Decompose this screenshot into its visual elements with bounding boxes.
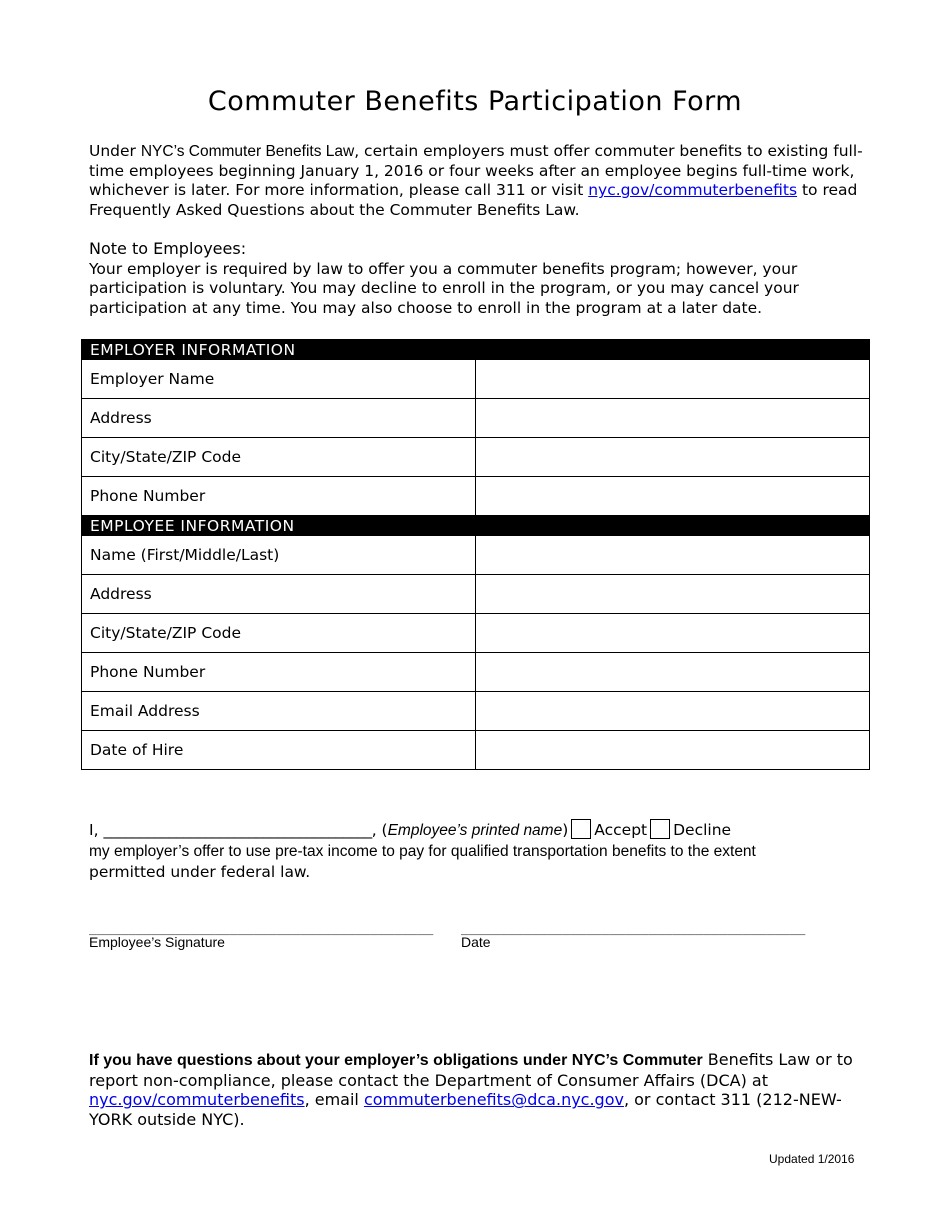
employee-name-label: Name (First/Middle/Last) [82, 536, 476, 575]
employer-phone-input[interactable] [484, 481, 861, 511]
employee-name-cell [476, 536, 870, 575]
date-line[interactable]: ____________________________________________ [461, 921, 806, 936]
footer-text-3: , or contact 311 (212-NEW-YORK outside NYC). [89, 1090, 842, 1130]
employer-name-label: Employer Name [82, 360, 476, 399]
form-row [82, 477, 870, 516]
employer-name-input[interactable] [484, 364, 861, 394]
decline-label: Decline [673, 821, 732, 839]
accept-checkbox[interactable] [571, 819, 591, 839]
date-of-hire-input[interactable] [484, 735, 861, 765]
date-of-hire-label: Date of Hire [82, 731, 476, 770]
form-row [82, 731, 870, 770]
employee-address-cell [476, 575, 870, 614]
consent-line-2: my employer’s offer to use pre-tax income to pay for qualified transportation benefits to the extent [89, 843, 756, 860]
footer-bold-text: If you have questions about your employer’s obligations under NYC’s Commuter [89, 1052, 703, 1069]
employer-city-label: City/State/ZIP Code [82, 438, 476, 477]
employer-address-input[interactable] [484, 403, 861, 433]
intro-paragraph [89, 142, 864, 221]
employer-name-cell [476, 360, 870, 399]
consent-sep: , ( [371, 821, 388, 839]
employer-phone-label: Phone Number [82, 477, 476, 516]
form-row [82, 692, 870, 731]
form-row [82, 536, 870, 575]
form-row [82, 360, 870, 399]
footer-email-link[interactable]: commuterbenefits@dca.nyc.gov [363, 1090, 624, 1110]
intro-text-2: , certain employers must offer commuter benefits to existing full-time employees beginning January 1, 2016 or four weeks after an employee begins full-time work, whichever is later. For more information, please call 311 or visit [89, 142, 863, 200]
intro-text-1: Under [89, 142, 141, 160]
employer-phone-cell [476, 477, 870, 516]
decline-checkbox[interactable] [650, 819, 670, 839]
form-row [82, 614, 870, 653]
consent-close: ) [562, 821, 569, 839]
page-title: Commuter Benefits Participation Form [207, 86, 743, 117]
note-heading: Note to Employees: [89, 239, 247, 258]
employee-city-input[interactable] [484, 618, 861, 648]
consent-statement [89, 819, 869, 882]
form-row [82, 575, 870, 614]
employer-address-cell [476, 399, 870, 438]
form-row [82, 653, 870, 692]
updated-date: Updated 1/2016 [769, 1152, 855, 1166]
employer-city-cell [476, 438, 870, 477]
footer-text-1: Benefits Law or to report non-compliance, please contact the Department of Consumer Affairs (DCA) at [89, 1050, 853, 1090]
employer-city-input[interactable] [484, 442, 861, 472]
employer-address-label: Address [82, 399, 476, 438]
note-body: Your employer is required by law to offer you a commuter benefits program; however, your participation is voluntary. You may decline to enroll in the program, or you may cancel your participation at any time. You may also choose to enroll in the program at a later date. [89, 259, 799, 318]
date-of-hire-cell [476, 731, 870, 770]
date-label: Date [461, 934, 491, 950]
employee-phone-input[interactable] [484, 657, 861, 687]
employee-email-input[interactable] [484, 696, 861, 726]
employee-address-input[interactable] [484, 579, 861, 609]
employee-address-label: Address [82, 575, 476, 614]
footer-contact-paragraph [89, 1050, 869, 1130]
form-row [82, 399, 870, 438]
employee-city-cell [476, 614, 870, 653]
employee-city-label: City/State/ZIP Code [82, 614, 476, 653]
footer-commuterbenefits-link[interactable]: nyc.gov/commuterbenefits [89, 1090, 305, 1110]
intro-commuterbenefits-link[interactable]: nyc.gov/commuterbenefits [588, 181, 798, 200]
employee-email-label: Email Address [82, 692, 476, 731]
note-to-employees [89, 239, 864, 319]
printed-name-blank[interactable]: _____________________________________ [103, 821, 372, 839]
footer-text-2: , email [304, 1090, 364, 1110]
printed-name-hint: Employee’s printed name [387, 822, 563, 839]
signature-line[interactable]: ____________________________________________ [89, 921, 434, 936]
employee-phone-label: Phone Number [82, 653, 476, 692]
consent-line-3: permitted under federal law. [89, 863, 311, 881]
signature-label: Employee’s Signature [89, 934, 225, 950]
intro-text-3: to read Frequently Asked Questions about the Commuter Benefits Law. [89, 181, 858, 220]
employee-name-input[interactable] [484, 540, 861, 570]
employee-phone-cell [476, 653, 870, 692]
employer-info-table [81, 339, 870, 770]
form-row [82, 438, 870, 477]
employee-email-cell [476, 692, 870, 731]
employer-info-header: EMPLOYER INFORMATION [82, 340, 870, 360]
employee-info-header: EMPLOYEE INFORMATION [82, 516, 870, 536]
accept-label: Accept [594, 821, 648, 839]
consent-prefix: I, [89, 821, 104, 839]
intro-law-name: NYC’s Commuter Benefits Law [140, 143, 355, 160]
